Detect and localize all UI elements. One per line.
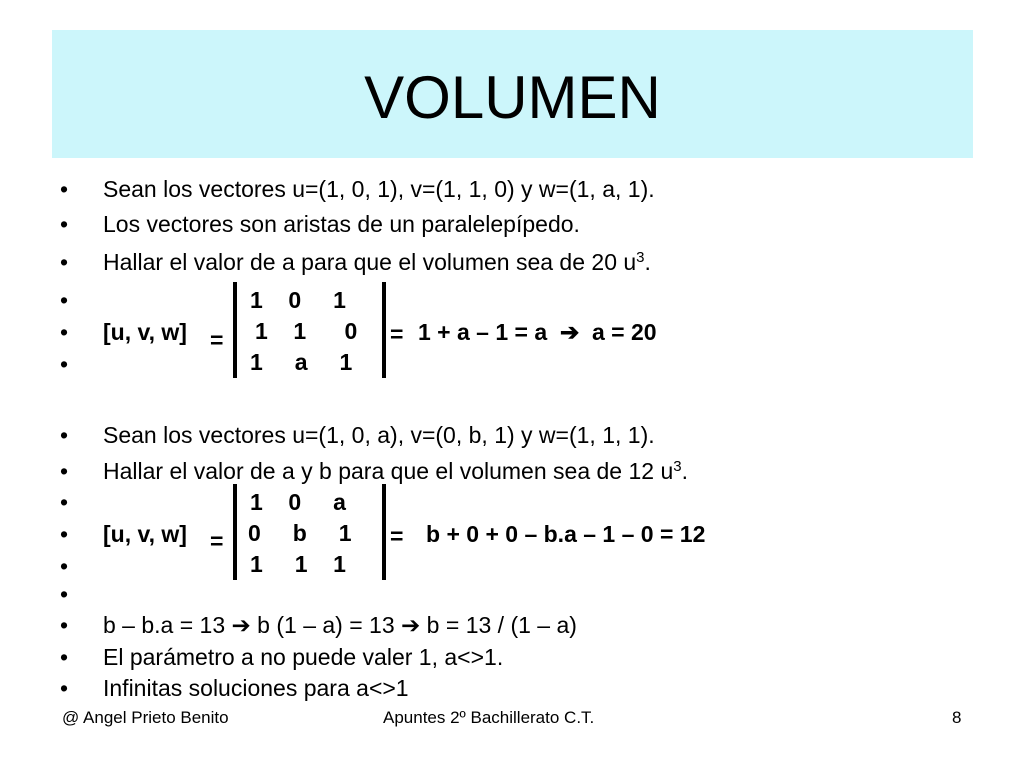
infinite-solutions-statement: Infinitas soluciones para a<>1 bbox=[103, 675, 409, 701]
bullet: • bbox=[60, 644, 69, 670]
vectors-statement-2: Sean los vectores u=(1, 0, a), v=(0, b, 1) y w=(1, 1, 1). bbox=[103, 422, 655, 448]
bullet-empty bbox=[60, 580, 103, 608]
bullet: • bbox=[60, 176, 69, 202]
determinant-left-bar bbox=[233, 484, 237, 580]
find-a-statement: Hallar el valor de a para que el volumen sea de 20 u bbox=[103, 249, 637, 275]
bullet-empty bbox=[60, 552, 103, 580]
bullet: • bbox=[60, 287, 69, 313]
determinant-result: b + 0 + 0 – b.a – 1 – 0 = 12 bbox=[426, 521, 706, 547]
edges-statement: Los vectores son aristas de un paralelepípedo. bbox=[103, 211, 580, 237]
bullet-empty bbox=[60, 286, 103, 314]
period: . bbox=[681, 458, 688, 484]
bullet-line-vectors-1 bbox=[60, 175, 655, 203]
period: . bbox=[644, 249, 651, 275]
footer-author: @ Angel Prieto Benito bbox=[62, 708, 229, 727]
determinant-left-bar bbox=[233, 282, 237, 378]
bullet: • bbox=[60, 422, 69, 448]
bullet: • bbox=[60, 351, 69, 377]
matrix-row-3: 1 a 1 bbox=[250, 349, 353, 375]
bullet: • bbox=[60, 612, 69, 638]
bullet: • bbox=[60, 249, 69, 275]
bullet-line-solve-b bbox=[60, 611, 577, 639]
vectors-statement-1: Sean los vectores u=(1, 0, 1), v=(1, 1, 0) y w=(1, a, 1). bbox=[103, 176, 655, 202]
determinant-result: 1 + a – 1 = a ➔ a = 20 bbox=[418, 319, 657, 345]
bullet-line-parameter bbox=[60, 643, 503, 671]
equals-sign: = bbox=[390, 523, 404, 549]
bullet: • bbox=[60, 581, 69, 607]
bullet-line-infinite bbox=[60, 674, 409, 702]
bullet-line-find-a bbox=[60, 248, 651, 276]
bullet: • bbox=[60, 319, 69, 345]
solve-b-statement: b – b.a = 13 ➔ b (1 – a) = 13 ➔ b = 13 / (1 – a) bbox=[103, 612, 577, 638]
bullet: • bbox=[60, 553, 69, 579]
determinant-right-bar bbox=[382, 282, 386, 378]
matrix-row-1: 1 0 a bbox=[250, 489, 346, 515]
equals-sign: = bbox=[390, 321, 404, 347]
bullet: • bbox=[60, 458, 69, 484]
matrix-row-1: 1 0 1 bbox=[250, 287, 346, 313]
bullet-line-uvw-1 bbox=[60, 318, 187, 346]
find-ab-statement: Hallar el valor de a y b para que el volumen sea de 12 u bbox=[103, 458, 674, 484]
equals-sign: = bbox=[210, 327, 224, 353]
matrix-row-2: 1 1 0 bbox=[255, 318, 358, 344]
matrix-row-3: 1 1 1 bbox=[250, 551, 346, 577]
footer-page-number: 8 bbox=[952, 708, 962, 727]
bullet-empty bbox=[60, 350, 103, 378]
triple-product-label: [u, v, w] bbox=[103, 521, 187, 547]
determinant-right-bar bbox=[382, 484, 386, 580]
matrix-row-2: 0 b 1 bbox=[248, 520, 352, 546]
bullet: • bbox=[60, 521, 69, 547]
triple-product-label: [u, v, w] bbox=[103, 319, 187, 345]
slide-title: VOLUMEN bbox=[364, 64, 661, 131]
footer-course: Apuntes 2º Bachillerato C.T. bbox=[383, 708, 595, 727]
bullet: • bbox=[60, 211, 69, 237]
bullet-line-uvw-2 bbox=[60, 520, 187, 548]
exponent: 3 bbox=[673, 458, 682, 475]
exponent: 3 bbox=[636, 249, 645, 266]
bullet-line-edges bbox=[60, 210, 580, 238]
bullet-line-vectors-2 bbox=[60, 421, 655, 449]
title-bar bbox=[52, 30, 973, 158]
equals-sign: = bbox=[210, 528, 224, 554]
bullet-line-find-ab bbox=[60, 457, 688, 485]
bullet: • bbox=[60, 675, 69, 701]
bullet-empty bbox=[60, 488, 103, 516]
bullet: • bbox=[60, 489, 69, 515]
parameter-statement: El parámetro a no puede valer 1, a<>1. bbox=[103, 644, 504, 670]
